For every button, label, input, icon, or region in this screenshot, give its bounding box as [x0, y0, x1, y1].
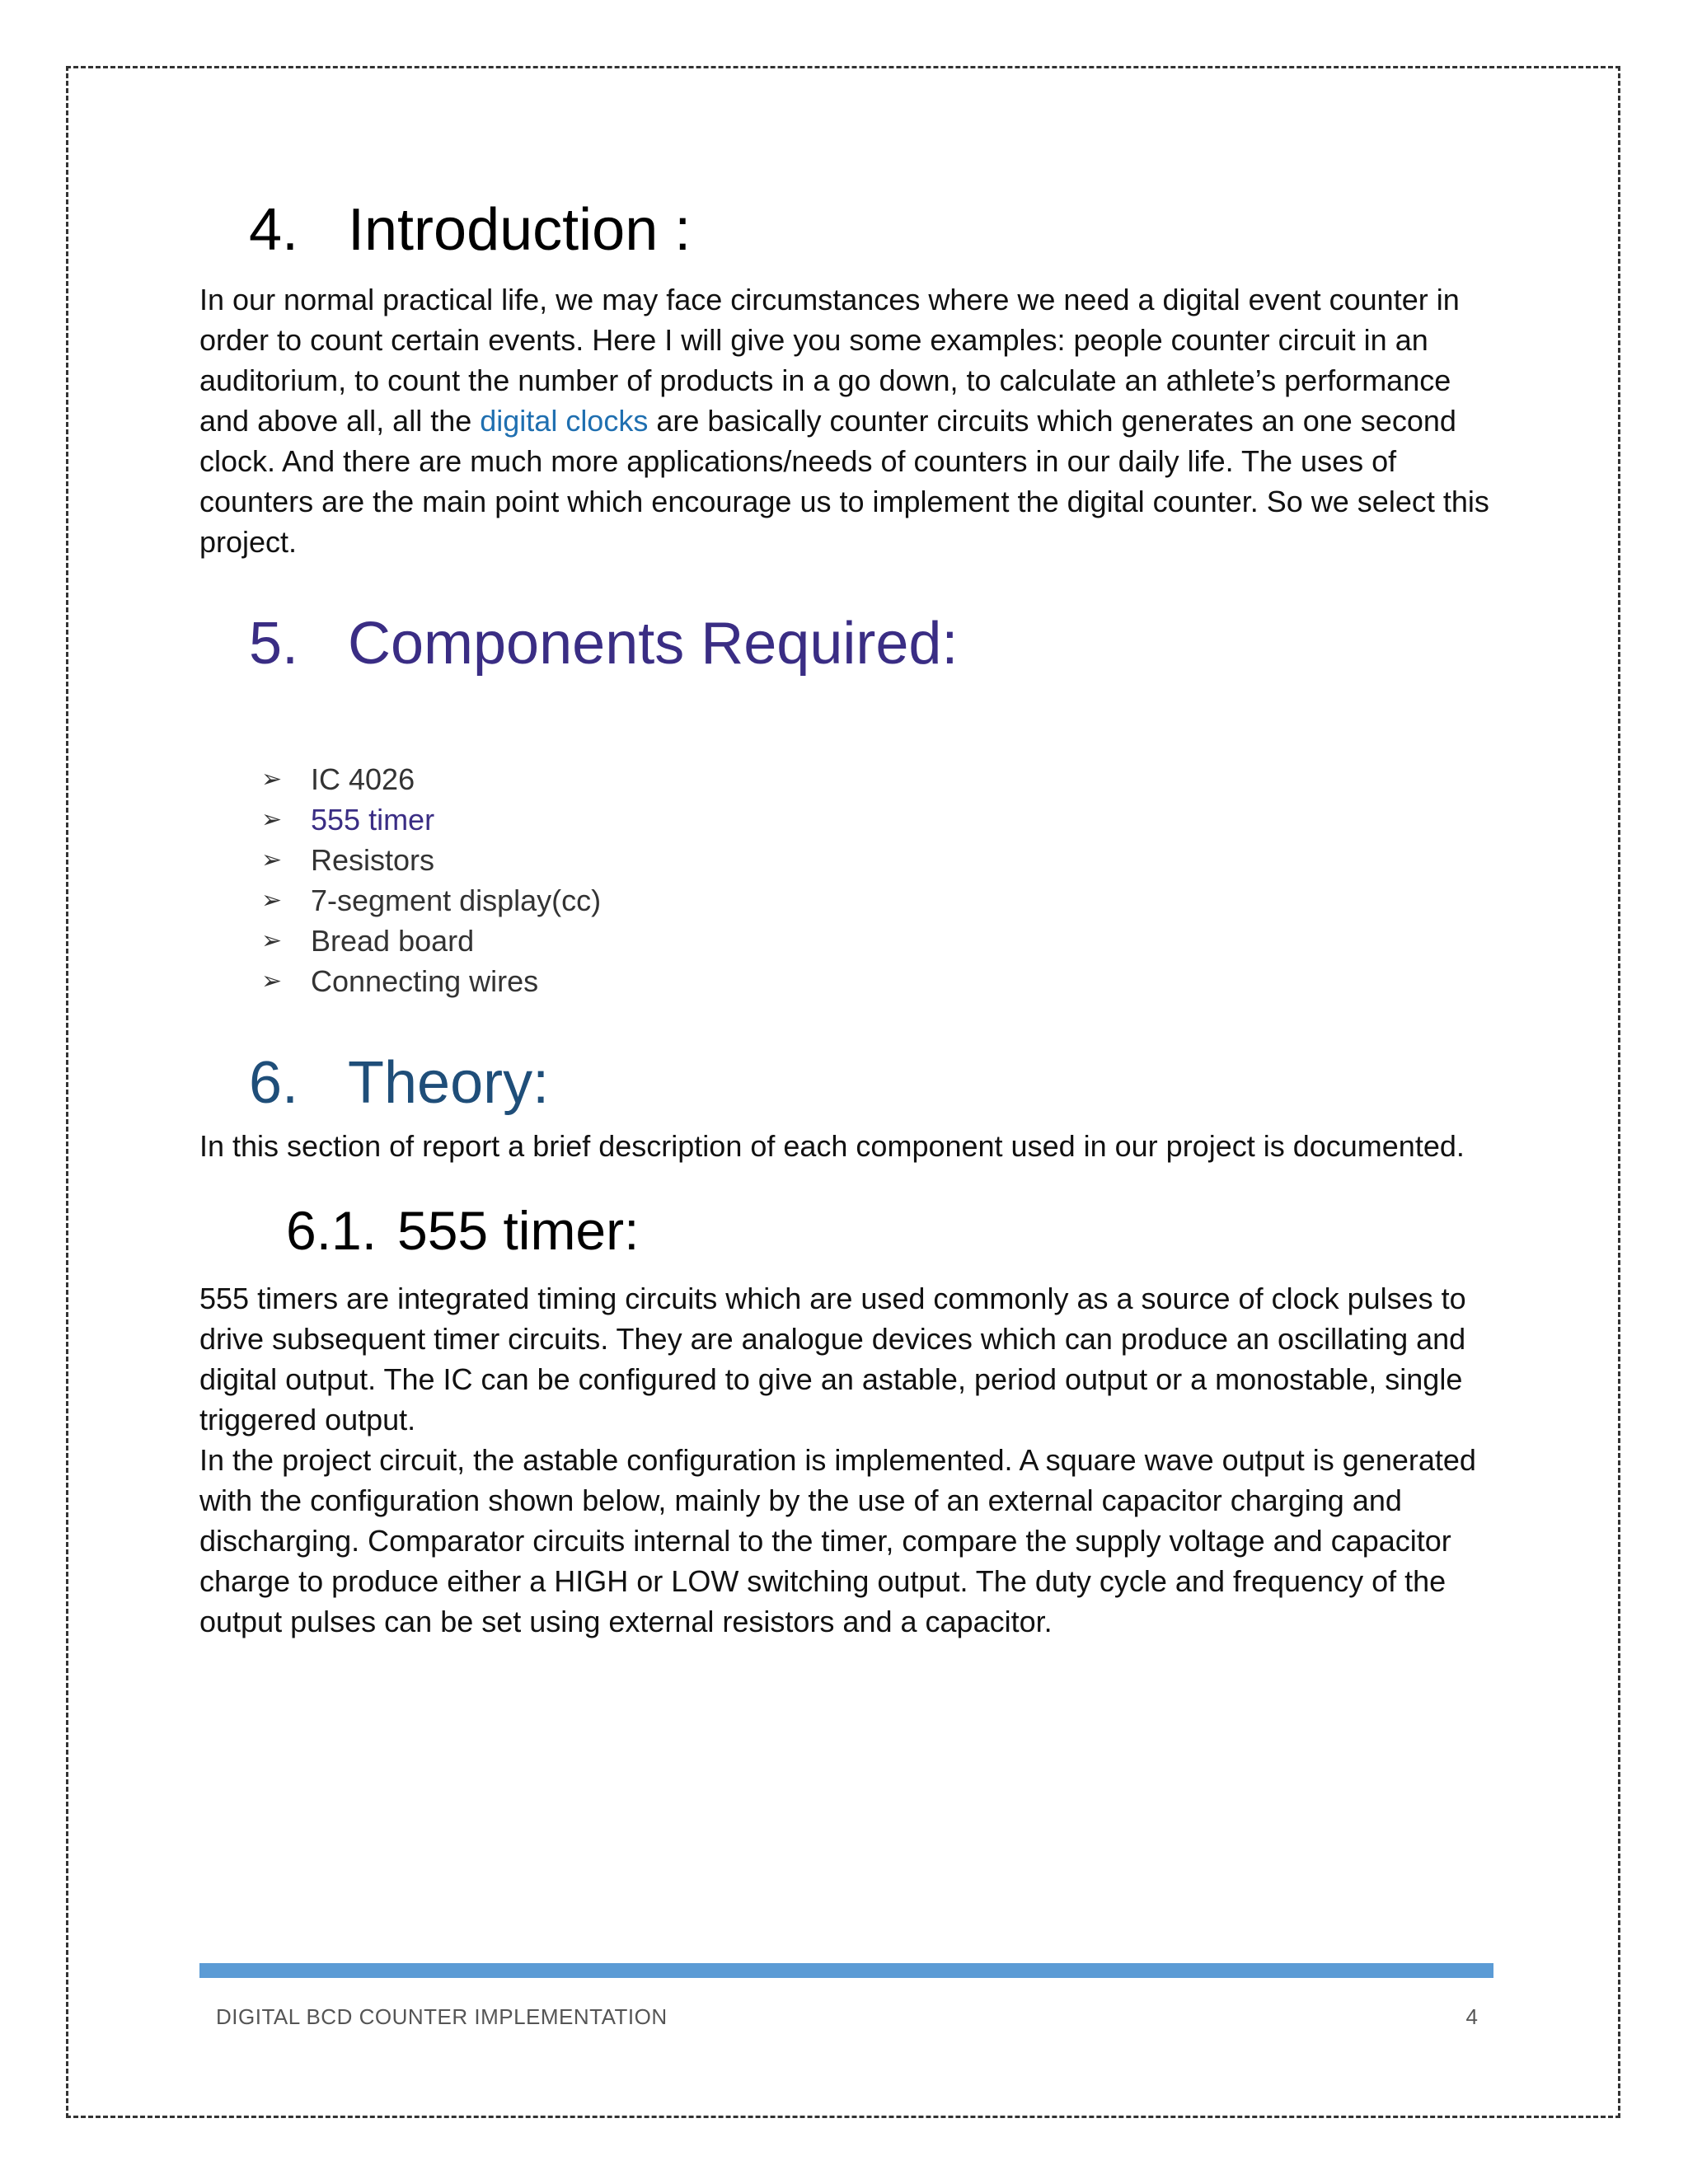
heading-number: 6.1. [286, 1199, 377, 1261]
introduction-paragraph [199, 279, 1493, 562]
arrow-bullet-icon: ➢ [261, 766, 283, 794]
list-item [261, 921, 1493, 961]
components-list [261, 759, 1493, 1001]
footer-document-title: DIGITAL BCD COUNTER IMPLEMENTATION [216, 2004, 668, 2029]
digital-clocks-link[interactable]: digital clocks [480, 404, 649, 438]
arrow-bullet-icon: ➢ [261, 968, 283, 996]
list-item [261, 759, 1493, 799]
timer-paragraph-2: In the project circuit, the astable configuration is implemented. A square wave output is generated with the configuration shown below, mainly by the use of an external capacitor charging and discharging. Comparator circuits internal to the timer, compare the supply voltage and capacitor charge to produce either a HIGH or LOW switching output. The duty cycle and frequency of the output pulses can be set using external resistors and a capacitor. [199, 1443, 1476, 1639]
list-item [261, 799, 1493, 840]
theory-paragraph: In this section of report a brief description of each component used in our project is documented. [199, 1128, 1465, 1163]
heading-title: Introduction : [348, 197, 692, 263]
heading-theory [249, 1051, 1493, 1116]
component-label: IC 4026 [311, 762, 415, 797]
heading-title: Components Required: [348, 611, 959, 677]
document-content [199, 198, 1493, 1642]
heading-components-required [249, 612, 1493, 677]
list-item [261, 961, 1493, 1001]
arrow-bullet-icon: ➢ [261, 806, 283, 834]
component-label: 555 timer [311, 803, 435, 837]
heading-555-timer [286, 1201, 1493, 1261]
arrow-bullet-icon: ➢ [261, 887, 283, 915]
arrow-bullet-icon: ➢ [261, 927, 283, 955]
heading-title: Theory: [348, 1050, 550, 1117]
component-label: Bread board [311, 924, 475, 958]
intro-text-end: are basically counter circuits which generates an one second clock. And there are much more applications/needs of counters in our daily life. The uses of counters are the main point which encourage us to implement the digital counter. So we select this project. [199, 404, 1489, 560]
heading-introduction [249, 198, 1493, 263]
heading-title: 555 timer: [397, 1199, 640, 1261]
footer-rule [199, 1963, 1493, 1978]
arrow-bullet-icon: ➢ [261, 846, 283, 874]
component-label: 7-segment display(cc) [311, 883, 602, 918]
timer-paragraph-1: 555 timers are integrated timing circuits which are used commonly as a source of clock pulses to drive subsequent timer circuits. They are analogue devices which can produce an oscillating and digital output. The IC can be configured to give an astable, period output or a monostable, single triggered output. [199, 1282, 1466, 1437]
intro-text-start: In our normal practical life, we may face circumstances where we need a digital event counter in order to count certain events. Here I will give you some examples: people counter circuit in an auditorium, to count the number of products in a go down, to calculate an athlete’s performance and above all, all the [199, 283, 1460, 438]
heading-number: 5. [249, 611, 299, 677]
heading-number: 6. [249, 1050, 299, 1117]
footer-page-number: 4 [1465, 2004, 1478, 2029]
list-item [261, 880, 1493, 921]
component-label: Connecting wires [311, 964, 539, 999]
list-item [261, 840, 1493, 880]
component-label: Resistors [311, 843, 435, 878]
heading-number: 4. [249, 197, 299, 263]
